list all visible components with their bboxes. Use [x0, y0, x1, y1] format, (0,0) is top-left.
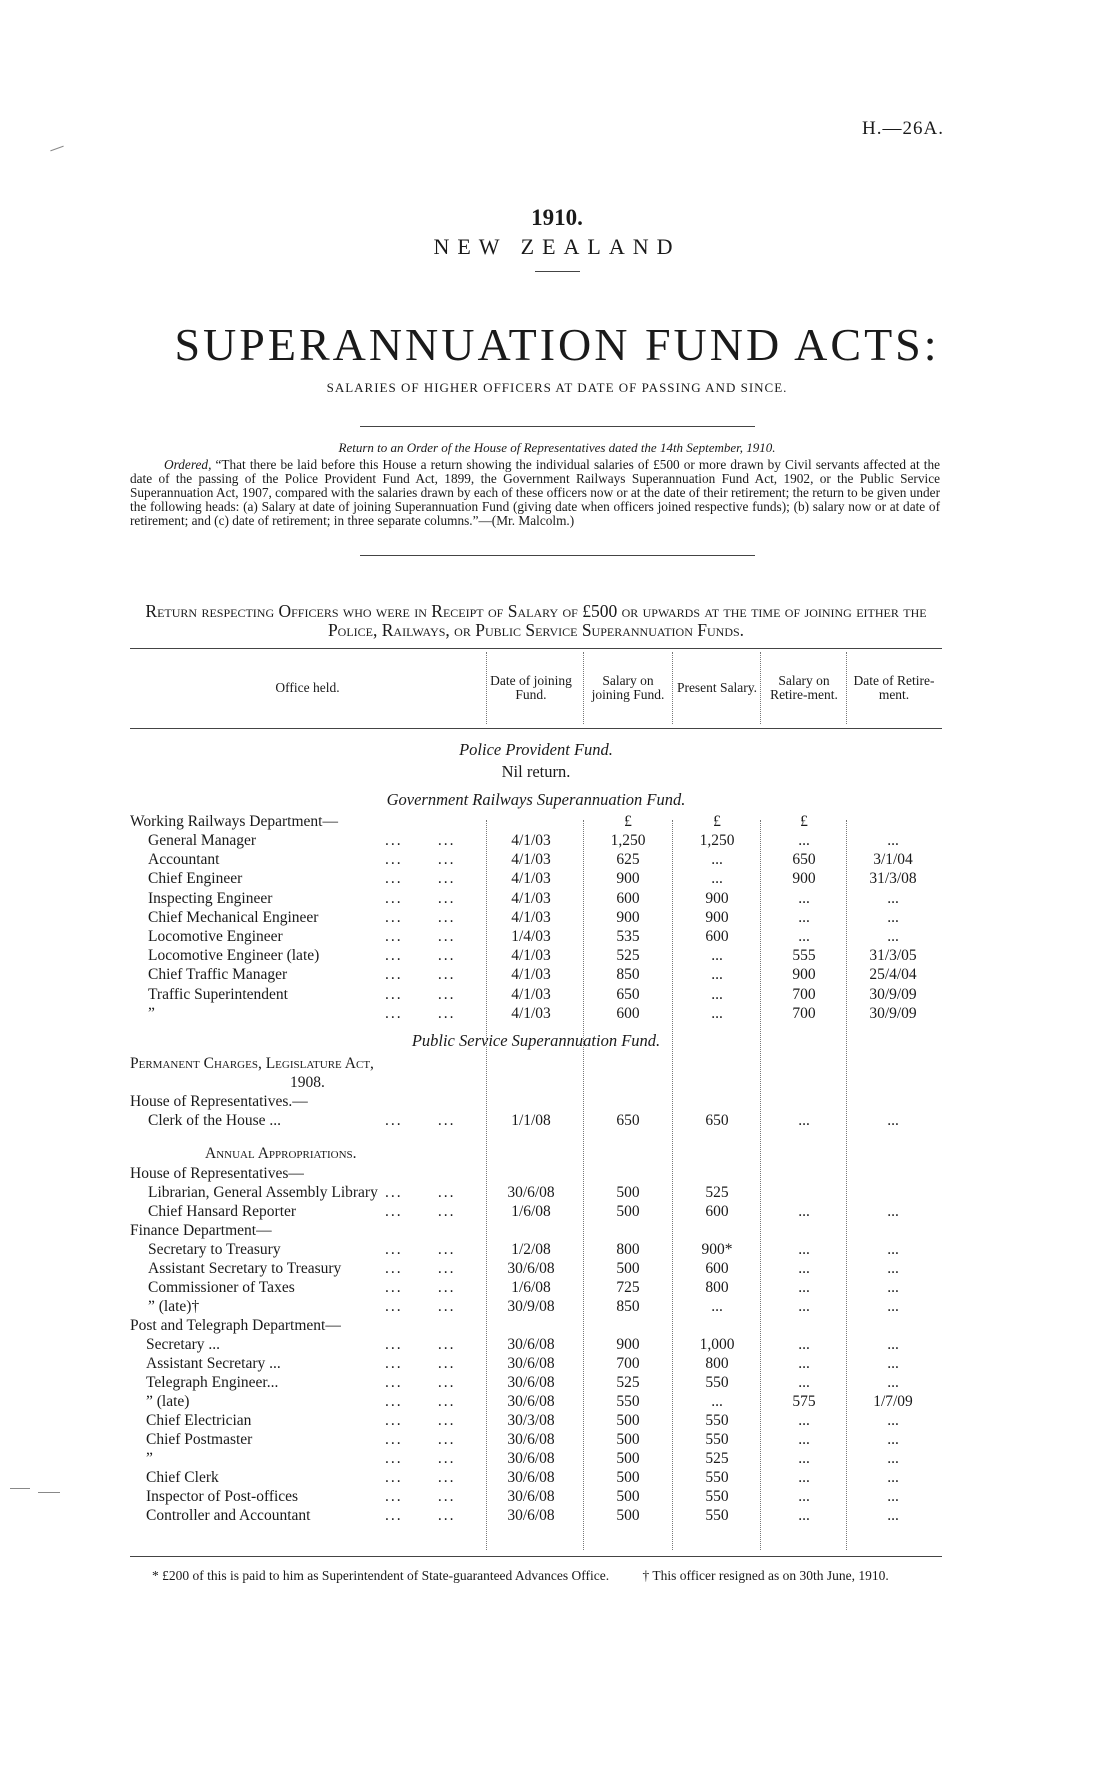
date-retirement-cell: ... [887, 1507, 899, 1524]
date-retirement-cell: ... [887, 1469, 899, 1486]
present-salary-cell: ... [711, 870, 723, 888]
leader-dots: ... ... [385, 1355, 456, 1372]
leader-dots: ... ... [385, 1393, 456, 1410]
salary-joining-cell: 500 [616, 1431, 640, 1448]
scan-mark [38, 1492, 60, 1493]
salary-joining-cell: 600 [616, 889, 640, 907]
salary-joining-cell: 600 [616, 1004, 640, 1022]
leader-dots: ... ... [385, 908, 456, 926]
footnote-dagger: † This officer resigned as on 30th June, 1910. [642, 1568, 889, 1583]
date-retirement-cell: 30/9/09 [869, 1004, 917, 1022]
office-cell: Locomotive Engineer (late) [148, 947, 320, 965]
salary-retirement-cell: 575 [792, 1393, 816, 1410]
table-row [0, 1449, 1114, 1468]
salary-joining-cell: 500 [616, 1469, 640, 1486]
permanent-charges-year: 1908. [290, 1074, 325, 1091]
salary-retirement-cell: ... [798, 928, 810, 945]
date-retirement-cell: ... [887, 1412, 899, 1429]
table-row [0, 850, 1114, 869]
table-row [0, 965, 1114, 984]
date-joining-cell: 30/6/08 [507, 1393, 555, 1410]
present-salary-cell: ... [711, 947, 723, 965]
salary-joining-cell: 800 [616, 1241, 640, 1258]
short-divider [535, 271, 580, 272]
salary-retirement-cell: ... [798, 1336, 810, 1353]
salary-joining-cell: 500 [616, 1507, 640, 1524]
date-joining-cell: 30/6/08 [507, 1260, 555, 1277]
present-salary-cell: 900* [701, 1241, 733, 1258]
office-cell: Inspecting Engineer [148, 889, 273, 907]
present-salary-cell: 550 [705, 1374, 729, 1391]
main-title: SUPERANNUATION FUND ACTS: [174, 319, 940, 370]
table-row [0, 1297, 1114, 1316]
date-retirement-cell: ... [887, 1241, 899, 1258]
salary-retirement-cell: ... [798, 1488, 810, 1505]
date-retirement-cell: ... [887, 1279, 899, 1296]
date-joining-cell: 4/1/03 [511, 889, 551, 907]
date-retirement-cell: 25/4/04 [869, 966, 917, 984]
leader-dots: ... ... [385, 928, 456, 945]
office-cell: Controller and Accountant [146, 1507, 311, 1524]
col-date-retirement: Date of Retire-ment. [853, 673, 935, 702]
office-cell: Assistant Secretary to Treasury [148, 1260, 342, 1277]
salary-joining-cell: 850 [616, 966, 640, 984]
return-order-line: Return to an Order of the House of Representatives dated the 14th September, 1910. [338, 440, 776, 455]
table-row [0, 908, 1114, 927]
salary-retirement-cell: ... [798, 1412, 810, 1429]
leader-dots: ... ... [385, 1279, 456, 1296]
office-cell: Librarian, General Assembly Library [148, 1184, 378, 1201]
column-rule [846, 652, 847, 724]
group-row [0, 1316, 1114, 1335]
present-salary-cell: 600 [705, 1260, 729, 1277]
annual-appropriations-title: Annual Appropriations. [205, 1145, 357, 1162]
present-salary-cell: 1,000 [699, 1336, 735, 1353]
salary-retirement-cell: ... [798, 1260, 810, 1277]
present-salary-cell: 800 [705, 1355, 729, 1372]
office-cell: Commissioner of Taxes [148, 1279, 295, 1296]
leader-dots: ... ... [385, 870, 456, 888]
group-row [0, 1092, 1114, 1111]
leader-dots: ... ... [385, 985, 456, 1003]
table-row [0, 1354, 1114, 1373]
present-salary-cell: ... [711, 1298, 723, 1315]
date-joining-cell: 1/4/03 [511, 928, 551, 945]
salary-retirement-cell: ... [798, 889, 810, 907]
office-cell: Clerk of the House ... [148, 1112, 282, 1129]
leader-dots: ... ... [385, 1488, 456, 1505]
present-salary-cell: 550 [705, 1488, 729, 1505]
present-salary-cell: 550 [705, 1412, 729, 1429]
present-salary-cell: 550 [705, 1469, 729, 1486]
office-cell: Assistant Secretary ... [146, 1355, 281, 1372]
group-label: Working Railways Department— [130, 813, 338, 830]
table-row [0, 1202, 1114, 1221]
table-row [0, 985, 1114, 1004]
section-police: Police Provident Fund. [459, 740, 613, 759]
salary-retirement-cell: ... [798, 1355, 810, 1372]
currency-symbol: £ [713, 813, 721, 830]
present-salary-cell: ... [711, 966, 723, 984]
salary-joining-cell: 500 [616, 1203, 640, 1220]
leader-dots: ... ... [385, 1203, 456, 1220]
office-cell: Secretary to Treasury [148, 1241, 281, 1258]
footnote [130, 1568, 942, 1583]
group-row [0, 812, 1114, 831]
divider [360, 555, 755, 556]
subtitle: SALARIES OF HIGHER OFFICERS AT DATE OF PASSING AND SINCE. [326, 380, 788, 395]
date-retirement-cell: ... [887, 928, 899, 945]
leader-dots: ... ... [385, 1260, 456, 1277]
office-cell: Chief Traffic Manager [148, 966, 288, 984]
salary-retirement-cell: ... [798, 1203, 810, 1220]
column-rule [672, 652, 673, 724]
table-bottom-rule [130, 1556, 942, 1557]
salary-retirement-cell: ... [798, 908, 810, 926]
col-present-salary: Present Salary. [676, 680, 758, 695]
office-cell: ” (late) [146, 1393, 190, 1410]
leader-dots: ... ... [385, 1450, 456, 1467]
table-row [0, 1506, 1114, 1525]
present-salary-cell: 900 [705, 908, 729, 926]
salary-joining-cell: 1,250 [610, 832, 646, 849]
group-row [0, 1221, 1114, 1240]
column-rule [760, 652, 761, 724]
date-joining-cell: 4/1/03 [511, 1004, 551, 1022]
date-retirement-cell: 1/7/09 [873, 1393, 913, 1410]
present-salary-cell: 650 [705, 1112, 729, 1129]
date-retirement-cell: ... [887, 1112, 899, 1129]
group-label: House of Representatives.— [130, 1093, 308, 1110]
leader-dots: ... ... [385, 851, 456, 869]
date-retirement-cell: ... [887, 1450, 899, 1467]
office-cell: Chief Electrician [146, 1412, 252, 1429]
leader-dots: ... ... [385, 889, 456, 907]
date-joining-cell: 30/3/08 [507, 1412, 555, 1429]
salary-joining-cell: 650 [616, 985, 640, 1003]
order-lead: Ordered, [164, 457, 212, 472]
permanent-charges-title: Permanent Charges, Legislature Act, [130, 1055, 374, 1072]
section-railways: Government Railways Superannuation Fund. [386, 790, 686, 809]
present-salary-cell: 525 [705, 1184, 729, 1201]
salary-retirement-cell: 700 [792, 1004, 816, 1022]
group-label: Finance Department— [130, 1222, 272, 1239]
table-row [0, 1004, 1114, 1023]
leader-dots: ... ... [385, 1241, 456, 1258]
salary-retirement-cell: ... [798, 1431, 810, 1448]
date-retirement-cell: ... [887, 889, 899, 907]
salary-retirement-cell: ... [798, 1374, 810, 1391]
table-row [0, 1335, 1114, 1354]
date-retirement-cell: ... [887, 1355, 899, 1372]
leader-dots: ... ... [385, 832, 456, 849]
date-retirement-cell: ... [887, 1488, 899, 1505]
table-row [0, 1430, 1114, 1449]
office-cell: Locomotive Engineer [148, 928, 283, 945]
table-row [0, 1278, 1114, 1297]
leader-dots: ... ... [385, 1412, 456, 1429]
date-joining-cell: 30/6/08 [507, 1336, 555, 1353]
present-salary-cell: ... [711, 1004, 723, 1022]
table-row [0, 1468, 1114, 1487]
date-retirement-cell: 31/3/08 [869, 870, 917, 888]
office-cell: Chief Hansard Reporter [148, 1203, 297, 1220]
table-row [0, 1373, 1114, 1392]
date-joining-cell: 30/6/08 [507, 1469, 555, 1486]
salary-retirement-cell: ... [798, 1112, 810, 1129]
leader-dots: ... ... [385, 1298, 456, 1315]
table-row [0, 869, 1114, 888]
salary-joining-cell: 900 [616, 870, 640, 888]
date-retirement-cell: ... [887, 1260, 899, 1277]
group-label: House of Representatives— [130, 1165, 304, 1182]
table-row [0, 889, 1114, 908]
col-salary-retirement: Salary on Retire-ment. [770, 673, 838, 702]
leader-dots: ... ... [385, 1004, 456, 1022]
date-joining-cell: 4/1/03 [511, 832, 551, 849]
date-joining-cell: 30/9/08 [507, 1298, 555, 1315]
leader-dots: ... ... [385, 1112, 456, 1129]
date-retirement-cell: ... [887, 1336, 899, 1353]
column-rule [486, 652, 487, 724]
present-salary-cell: 550 [705, 1431, 729, 1448]
salary-retirement-cell: ... [798, 1298, 810, 1315]
office-cell: Chief Clerk [146, 1469, 219, 1486]
table-row [0, 1240, 1114, 1259]
table-row [0, 1183, 1114, 1202]
table-top-rule [130, 648, 942, 649]
present-salary-cell: 600 [705, 1203, 729, 1220]
group-row [0, 1144, 1114, 1163]
scan-mark [10, 1488, 30, 1489]
date-retirement-cell: ... [887, 1298, 899, 1315]
salary-retirement-cell: 555 [792, 947, 816, 965]
salary-joining-cell: 500 [616, 1184, 640, 1201]
date-joining-cell: 30/6/08 [507, 1374, 555, 1391]
date-retirement-cell: 31/3/05 [869, 947, 917, 965]
date-retirement-cell: 30/9/09 [869, 985, 917, 1003]
present-salary-cell: ... [711, 1393, 723, 1410]
scan-mark [50, 146, 63, 152]
country-title: NEW ZEALAND [433, 234, 681, 259]
salary-retirement-cell: ... [798, 1241, 810, 1258]
date-joining-cell: 4/1/03 [511, 947, 551, 965]
footnote-star: * £200 of this is paid to him as Superintendent of State-guaranteed Advances Office. [152, 1568, 610, 1583]
leader-dots: ... ... [385, 1469, 456, 1486]
col-date-joining: Date of joining Fund. [490, 673, 572, 702]
salary-retirement-cell: ... [798, 1279, 810, 1296]
salary-joining-cell: 535 [616, 928, 640, 945]
salary-joining-cell: 700 [616, 1355, 640, 1372]
office-cell: ” [146, 1450, 153, 1467]
date-joining-cell: 30/6/08 [507, 1507, 555, 1524]
salary-retirement-cell: 900 [792, 870, 816, 888]
office-cell: Secretary ... [146, 1336, 221, 1353]
date-joining-cell: 30/6/08 [507, 1431, 555, 1448]
salary-joining-cell: 900 [616, 908, 640, 926]
office-cell: ” [148, 1004, 155, 1022]
present-salary-cell: ... [711, 985, 723, 1003]
table-row [0, 1487, 1114, 1506]
date-joining-cell: 4/1/03 [511, 870, 551, 888]
table-row [0, 1111, 1114, 1130]
salary-joining-cell: 625 [616, 851, 640, 869]
salary-retirement-cell: ... [798, 832, 810, 849]
date-joining-cell: 4/1/03 [511, 985, 551, 1003]
salary-joining-cell: 500 [616, 1450, 640, 1467]
present-salary-cell: 1,250 [699, 832, 735, 849]
police-nil-return: Nil return. [501, 762, 571, 781]
date-joining-cell: 1/2/08 [511, 1241, 551, 1258]
leader-dots: ... ... [385, 947, 456, 965]
date-retirement-cell: ... [887, 908, 899, 926]
order-paragraph [130, 458, 940, 528]
salary-joining-cell: 900 [616, 1336, 640, 1353]
office-cell: Chief Mechanical Engineer [148, 908, 319, 926]
document-year: 1910. [531, 205, 583, 230]
table-row [0, 927, 1114, 946]
group-row [0, 1054, 1114, 1073]
group-row [0, 1164, 1114, 1183]
date-retirement-cell: ... [887, 832, 899, 849]
date-joining-cell: 30/6/08 [507, 1355, 555, 1372]
salary-joining-cell: 550 [616, 1393, 640, 1410]
salary-retirement-cell: ... [798, 1507, 810, 1524]
leader-dots: ... ... [385, 966, 456, 984]
table-row [0, 1411, 1114, 1430]
office-cell: Chief Postmaster [146, 1431, 253, 1448]
date-retirement-cell: ... [887, 1374, 899, 1391]
table-heading: Return respecting Officers who were in Receipt of Salary of £500 or upwards at the time of joining either the Police, Railways, or Public Service Superannuation Funds. [145, 601, 927, 640]
date-joining-cell: 30/6/08 [507, 1450, 555, 1467]
salary-joining-cell: 725 [616, 1279, 640, 1296]
date-retirement-cell: ... [887, 1431, 899, 1448]
section-public-service: Public Service Superannuation Fund. [411, 1031, 661, 1050]
col-office: Office held. [275, 680, 340, 695]
leader-dots: ... ... [385, 1374, 456, 1391]
table-row [0, 1259, 1114, 1278]
leader-dots: ... ... [385, 1336, 456, 1353]
column-rule [583, 652, 584, 724]
table-row [0, 946, 1114, 965]
date-joining-cell: 1/6/08 [511, 1279, 551, 1296]
salary-joining-cell: 650 [616, 1112, 640, 1129]
salary-joining-cell: 500 [616, 1260, 640, 1277]
date-retirement-cell: 3/1/04 [873, 851, 913, 869]
office-cell: ” (late)† [148, 1298, 200, 1315]
date-joining-cell: 1/1/08 [511, 1112, 551, 1129]
office-cell: Inspector of Post-offices [146, 1488, 299, 1505]
present-salary-cell: 900 [705, 889, 729, 907]
leader-dots: ... ... [385, 1184, 456, 1201]
date-joining-cell: 30/6/08 [507, 1488, 555, 1505]
group-row [0, 1073, 1114, 1092]
order-body: “That there be laid before this House a return showing the individual salaries of £500 or more drawn by Civil servants affected at the date of the passing of the Police Provident Fund Act, 1899, the Government Railways Superannuation Fund Act, 1902, or the Public Service Superannuation Act, 1907, compared with the salaries drawn by each of these officers now or at the date of their retirement; the return to be given under the following heads: (a) Salary at date of joining Superannuation Fund (giving date when officers joined respective funds); (b) salary now or at date of retirement; and (c) date of retirement; in three separate columns.”—(Mr. Malcolm.) [130, 457, 940, 528]
office-cell: Telegraph Engineer... [146, 1374, 279, 1391]
date-joining-cell: 30/6/08 [507, 1184, 555, 1201]
date-joining-cell: 4/1/03 [511, 851, 551, 869]
present-salary-cell: 600 [705, 928, 729, 945]
currency-symbol: £ [624, 813, 632, 830]
salary-retirement-cell: ... [798, 1469, 810, 1486]
salary-retirement-cell: 900 [792, 966, 816, 984]
date-retirement-cell: ... [887, 1203, 899, 1220]
salary-joining-cell: 525 [616, 947, 640, 965]
office-cell: Traffic Superintendent [148, 985, 288, 1003]
table-header [130, 652, 942, 724]
salary-retirement-cell: 700 [792, 985, 816, 1003]
salary-retirement-cell: ... [798, 1450, 810, 1467]
salary-joining-cell: 500 [616, 1488, 640, 1505]
currency-symbol: £ [800, 813, 808, 830]
divider [360, 426, 755, 427]
present-salary-cell: ... [711, 851, 723, 869]
salary-joining-cell: 850 [616, 1298, 640, 1315]
leader-dots: ... ... [385, 1431, 456, 1448]
present-salary-cell: 800 [705, 1279, 729, 1296]
table-header-rule [130, 728, 942, 729]
table-row [0, 831, 1114, 850]
leader-dots: ... ... [385, 1507, 456, 1524]
table-row [0, 1392, 1114, 1411]
office-cell: Accountant [148, 851, 220, 869]
col-salary-joining: Salary on joining Fund. [591, 673, 665, 702]
office-cell: General Manager [148, 832, 257, 849]
present-salary-cell: 550 [705, 1507, 729, 1524]
group-label: Post and Telegraph Department— [130, 1317, 341, 1334]
date-joining-cell: 4/1/03 [511, 908, 551, 926]
salary-retirement-cell: 650 [792, 851, 816, 869]
date-joining-cell: 1/6/08 [511, 1203, 551, 1220]
present-salary-cell: 525 [705, 1450, 729, 1467]
document-reference: H.—26A. [862, 118, 944, 139]
salary-joining-cell: 500 [616, 1412, 640, 1429]
office-cell: Chief Engineer [148, 870, 243, 888]
salary-joining-cell: 525 [616, 1374, 640, 1391]
date-joining-cell: 4/1/03 [511, 966, 551, 984]
